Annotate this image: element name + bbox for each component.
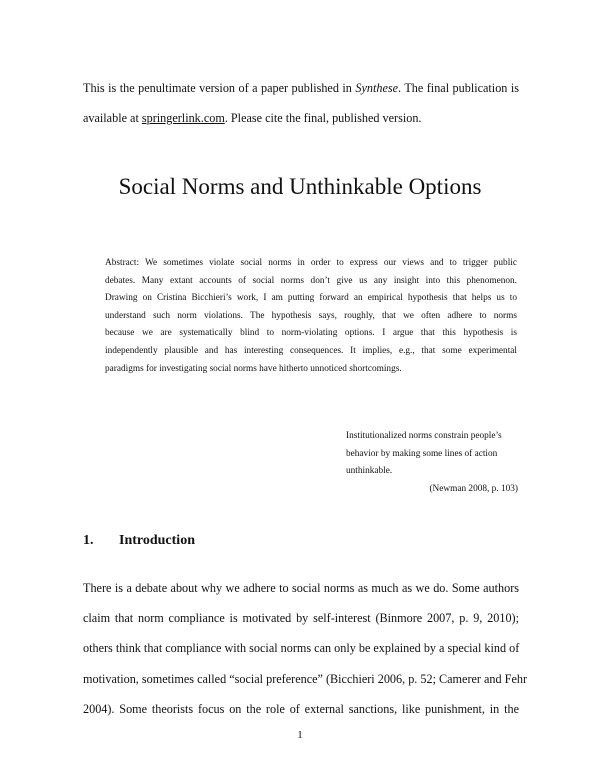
section-heading <box>83 530 195 552</box>
epigraph-citation: (Newman 2008, p. 103) <box>429 483 518 494</box>
journal-name: Synthese <box>355 81 399 95</box>
abstract-line: paradigms for investigating social norms have hitherto unnoticed shortcomings. <box>105 363 402 374</box>
body-text <box>83 573 528 724</box>
abstract <box>105 255 517 378</box>
epigraph-line: Institutionalized norms constrain people’s <box>346 431 502 441</box>
epigraph <box>346 428 518 498</box>
publication-note-line-1: This is the penultimate version of a paper published in Synthese. The final publication is <box>83 81 519 95</box>
abstract-line: understand such norm violations. The hypothesis says, roughly, that we often adhere to norms <box>105 310 517 321</box>
body-line: claim that norm compliance is motivated by self-interest (Binmore 2007, p. 9, 2010); <box>83 611 519 626</box>
paper-title: Social Norms and Unthinkable Options <box>118 174 482 199</box>
section-number: 1. <box>83 533 94 548</box>
epigraph-line: behavior by making some lines of action <box>346 448 498 459</box>
section-title: Introduction <box>119 533 195 548</box>
abstract-line: independently plausible and has interesting consequences. It implies, e.g., that some experimental <box>105 345 517 356</box>
abstract-line: Abstract: We sometimes violate social norms in order to express our views and to trigger public <box>105 258 517 268</box>
body-line: others think that compliance with social norms can only be explained by a special kind of <box>83 641 520 656</box>
abstract-line: debates. Many extant accounts of social norms don’t give us any insight into this phenomenon. <box>105 275 517 286</box>
springerlink-link[interactable]: springerlink.com <box>141 111 225 125</box>
publication-note <box>83 73 519 133</box>
body-line: 2004). Some theorists focus on the role of external sanctions, like punishment, in the <box>83 701 519 716</box>
abstract-line: Drawing on Cristina Bicchieri’s work, I am putting forward an empirical hypothesis that helps us to <box>105 293 517 304</box>
publication-note-line-2: available at springerlink.com. Please cite the final, published version. <box>83 111 422 125</box>
epigraph-line: unthinkable. <box>346 466 393 477</box>
page-number: 1 <box>297 729 303 741</box>
body-line: motivation, sometimes called “social preference” (Bicchieri 2006, p. 52; Camerer and Fehr <box>83 671 528 686</box>
abstract-line: because we are systematically blind to norm-violating options. I argue that this hypothesis is <box>105 328 517 339</box>
body-line: There is a debate about why we adhere to social norms as much as we do. Some authors <box>83 581 519 595</box>
